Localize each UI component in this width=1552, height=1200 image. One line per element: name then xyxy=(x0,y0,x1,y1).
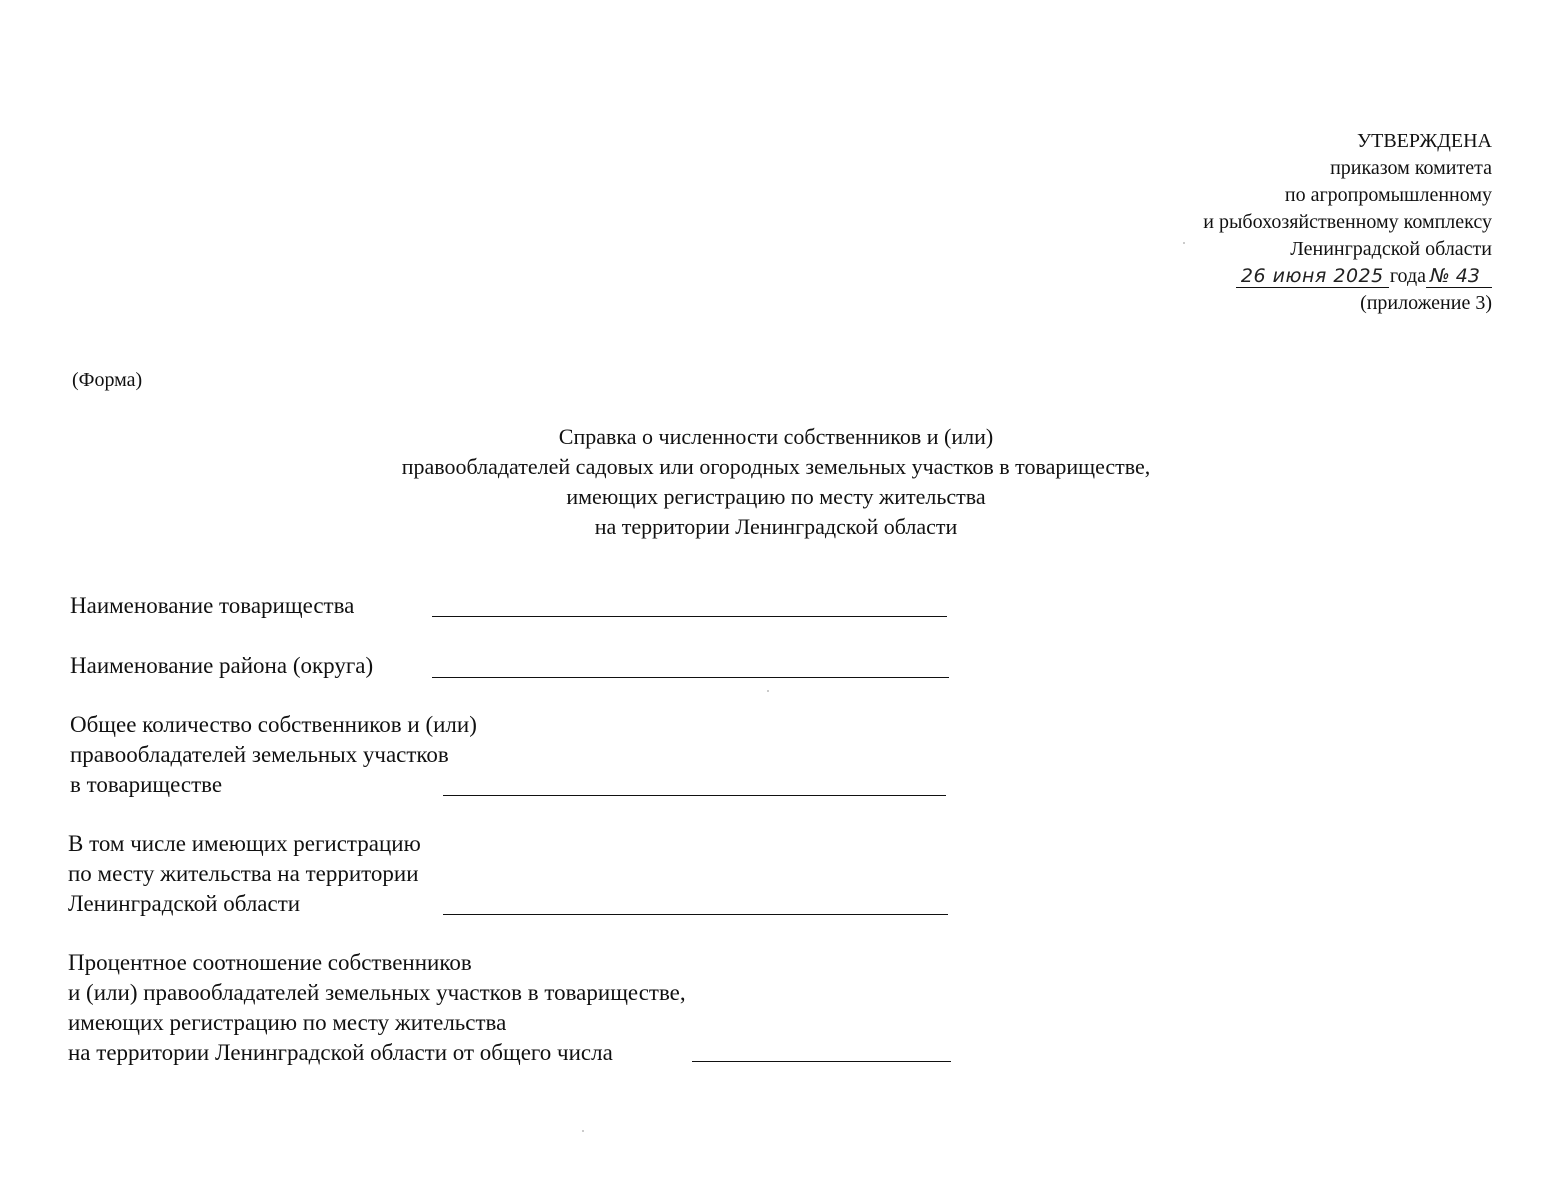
approval-block xyxy=(1203,128,1492,317)
title-line-3: имеющих регистрацию по месту жительства xyxy=(566,484,986,509)
handwritten-order-number: № 43 xyxy=(1426,265,1492,288)
field-registered-owners xyxy=(68,829,421,919)
approval-line-4: Ленинградской области xyxy=(1290,238,1492,260)
approval-line-2: по агропромышленному xyxy=(1284,184,1492,206)
field-label-line-1: Процентное соотношение собственников xyxy=(68,950,472,975)
approval-date-line xyxy=(1203,263,1492,290)
field-label-line-2: по месту жительства на территории xyxy=(68,861,419,886)
field-label-line-3: Ленинградской области xyxy=(68,891,301,916)
district-name-blank[interactable] xyxy=(432,677,949,678)
field-label-line-2: правообладателей земельных участков xyxy=(70,742,449,767)
appendix-label: (приложение 3) xyxy=(1360,292,1492,314)
form-label: (Форма) xyxy=(72,369,143,391)
title-line-4: на территории Ленинградской области xyxy=(594,514,958,539)
field-label-line-1: Общее количество собственников и (или) xyxy=(70,712,477,737)
approval-line-1: приказом комитета xyxy=(1330,157,1492,179)
scan-speck xyxy=(582,1130,584,1132)
handwritten-date: 26 июня 2025 xyxy=(1236,265,1389,288)
registered-owners-blank[interactable] xyxy=(443,914,948,915)
field-label: Наименование товарищества xyxy=(70,593,355,618)
approval-line-3: и рыбохозяйственному комплексу xyxy=(1203,211,1492,233)
field-label-line-4: на территории Ленинградской области от общего числа xyxy=(68,1040,613,1065)
percentage-blank[interactable] xyxy=(692,1061,951,1062)
field-label-line-3: в товариществе xyxy=(70,772,223,797)
scan-speck xyxy=(767,690,769,692)
field-district-name xyxy=(70,651,373,681)
field-label-line-3: имеющих регистрацию по месту жительства xyxy=(68,1010,507,1035)
field-total-owners xyxy=(70,710,477,800)
document-title xyxy=(0,422,1552,542)
field-label-line-2: и (или) правообладателей земельных участков в товариществе, xyxy=(68,980,686,1005)
partnership-name-blank[interactable] xyxy=(432,616,947,617)
title-line-2: правообладателей садовых или огородных земельных участков в товариществе, xyxy=(401,454,1151,479)
field-percentage xyxy=(68,948,686,1068)
scan-speck xyxy=(1183,242,1185,244)
field-label: Наименование района (округа) xyxy=(70,653,374,678)
approval-title: УТВЕРЖДЕНА xyxy=(1356,130,1492,152)
title-line-1: Справка о численности собственников и (или) xyxy=(558,424,994,449)
field-partnership-name xyxy=(70,591,354,621)
year-word: года xyxy=(1389,265,1426,287)
field-label-line-1: В том числе имеющих регистрацию xyxy=(68,831,421,856)
total-owners-blank[interactable] xyxy=(443,795,946,796)
